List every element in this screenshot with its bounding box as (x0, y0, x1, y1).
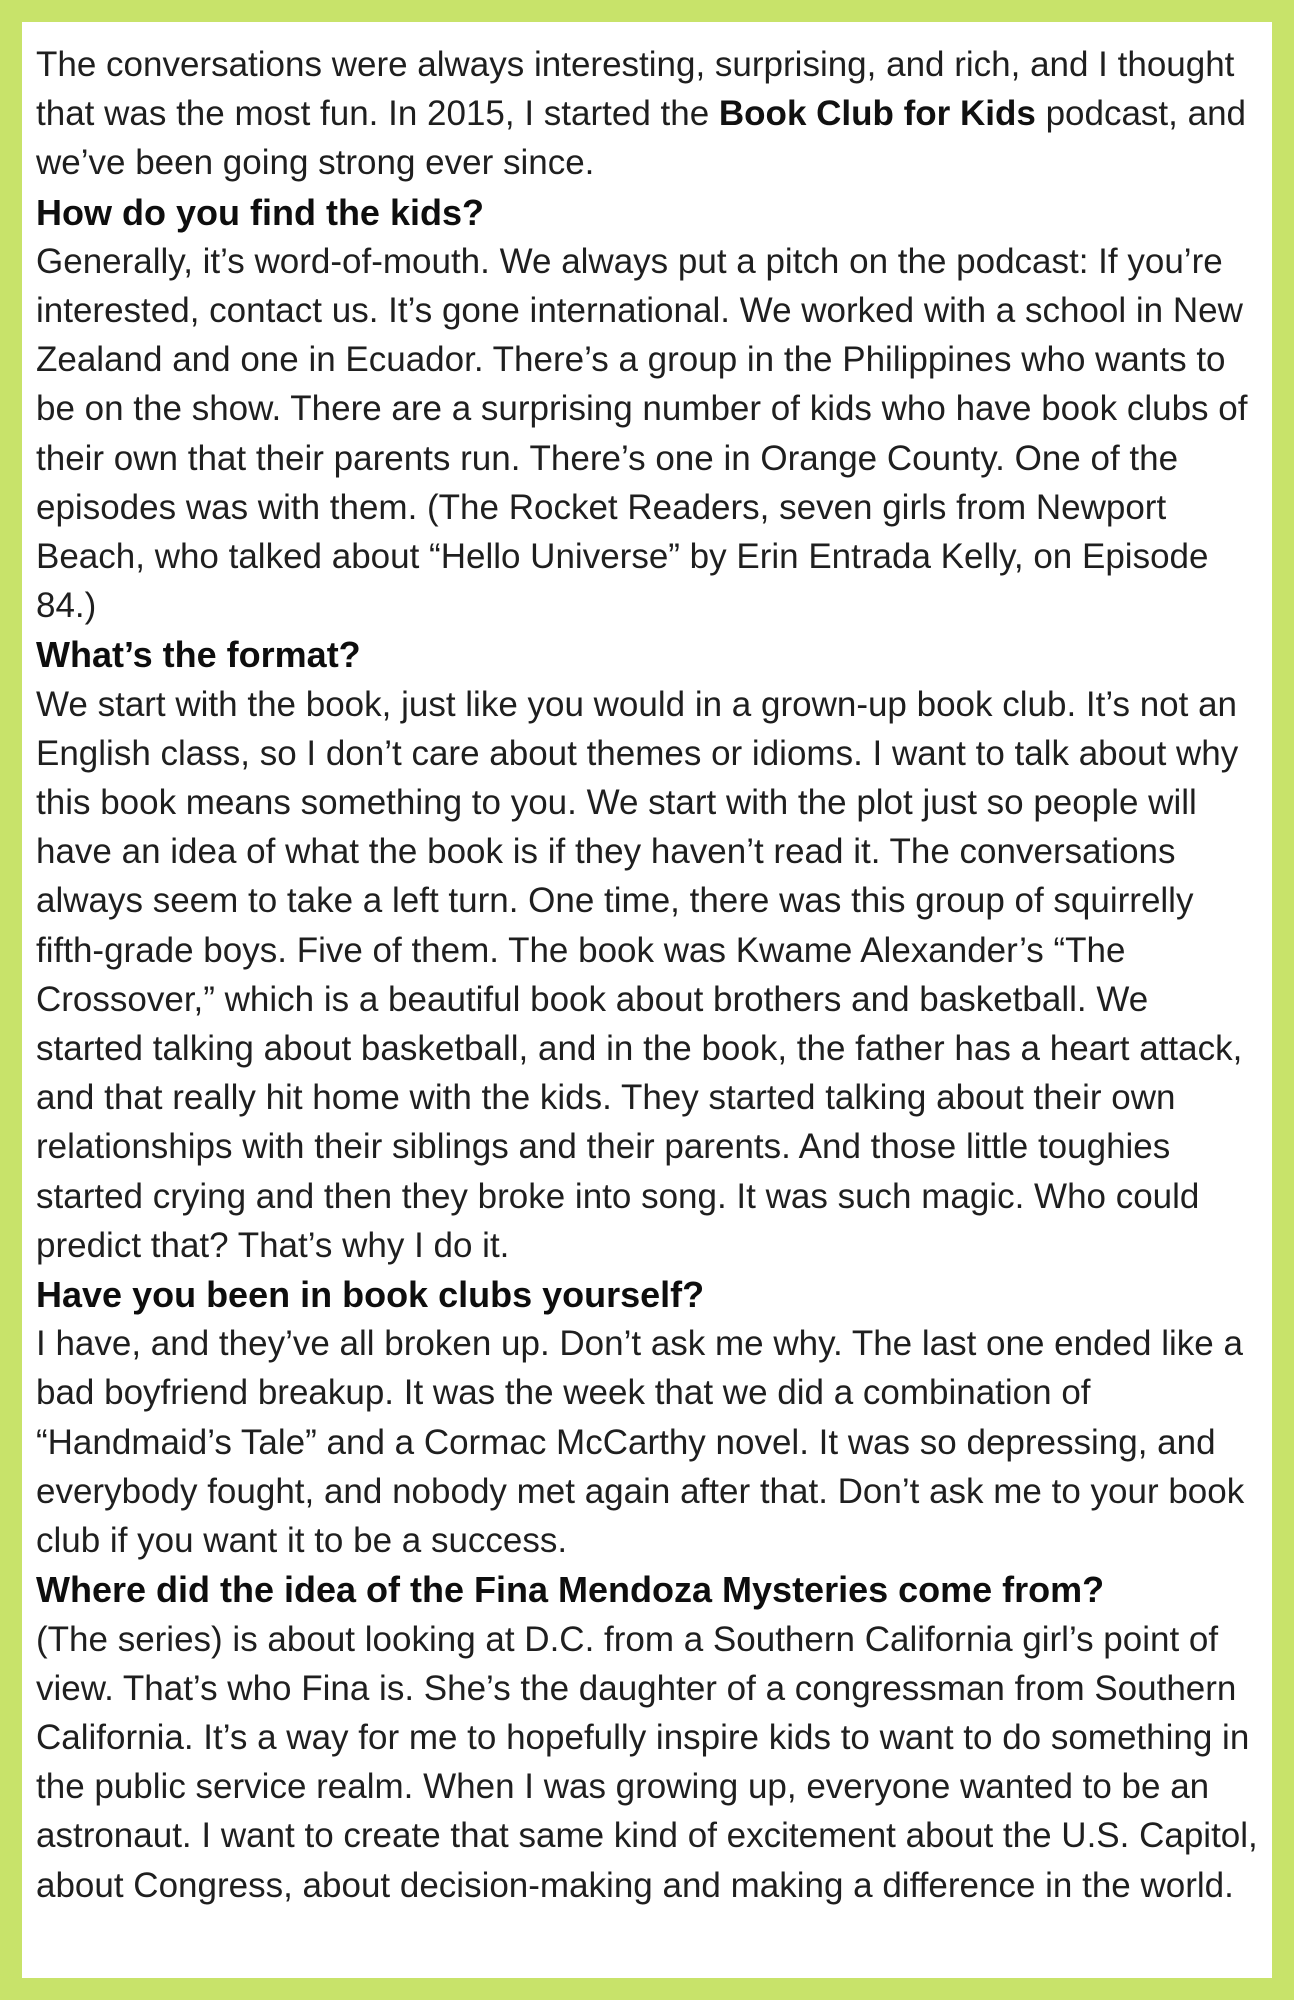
answer-paragraph: I have, and they’ve all broken up. Don’t ask me why. The last one ended like a bad boyfriend breakup. It was the week that we did a combination of “Handmaid’s Tale” and a Cormac McCarthy novel. It was so depressing, and everybody fought, and nobody met again after that. Don’t ask me to your book club if you want it to be a success. (36, 1324, 1245, 1561)
intro-text-before: The conversations were always interesting, surprising, and rich, and I thought that was the most fun. In 2015, I started the (36, 45, 1235, 134)
answer-paragraph: (The series) is about looking at D.C. from a Southern California girl’s point of view. That’s who Fina is. She’s the daughter of a congressman from Southern California. It’s a way for me to hopefully inspire kids to want to do something in the public service realm. When I was growing up, everyone wanted to be an astronaut. I want to create that same kind of excitement about the U.S. Capitol, about Congress, about decision-making and making a difference in the world. (36, 1619, 1258, 1905)
question-heading: Where did the idea of the Fina Mendoza Mysteries come from? (36, 1569, 1105, 1611)
answer-paragraph: Generally, it’s word-of-mouth. We always put a pitch on the podcast: If you’re interested, contact us. It’s gone international. We worked with a school in New Zealand and one in Ecuador. There’s a group in the Philippines who wants to be on the show. There are a surprising number of kids who have book clubs of their own that their parents run. There’s one in Orange County. One of the episodes was with them. (The Rocket Readers, seven girls from Newport Beach, who talked about “Hello Universe” by Erin Entrada Kelly, on Episode 84.) (36, 241, 1248, 626)
intro-paragraph (36, 40, 1258, 188)
answer-paragraph: We start with the book, just like you would in a grown-up book club. It’s not an English class, so I don’t care about themes or idioms. I want to talk about why this book means something to you. We start with the plot just so people will have an idea of what the book is if they haven’t read it. The conversations always seem to take a left turn. One time, there was this group of squirrelly fifth-grade boys. Five of them. The book was Kwame Alexander’s “The Crossover,” which is a beautiful book about brothers and basketball. We started talking about basketball, and in the book, the father has a heart attack, and that really hit home with the kids. They started talking about their own relationships with their siblings and their parents. And those little toughies started crying and then they broke into song. It was such magic. Who could predict that? That’s why I do it. (36, 684, 1243, 1265)
question-heading: How do you find the kids? (36, 191, 484, 233)
intro-text-after: podcast, and we’ve been going strong ever since. (36, 94, 1246, 183)
question-heading: Have you been in book clubs yourself? (36, 1274, 705, 1316)
question-heading: What’s the format? (36, 634, 361, 676)
article-card (22, 22, 1272, 1978)
podcast-name: Book Club for Kids (718, 94, 1036, 134)
